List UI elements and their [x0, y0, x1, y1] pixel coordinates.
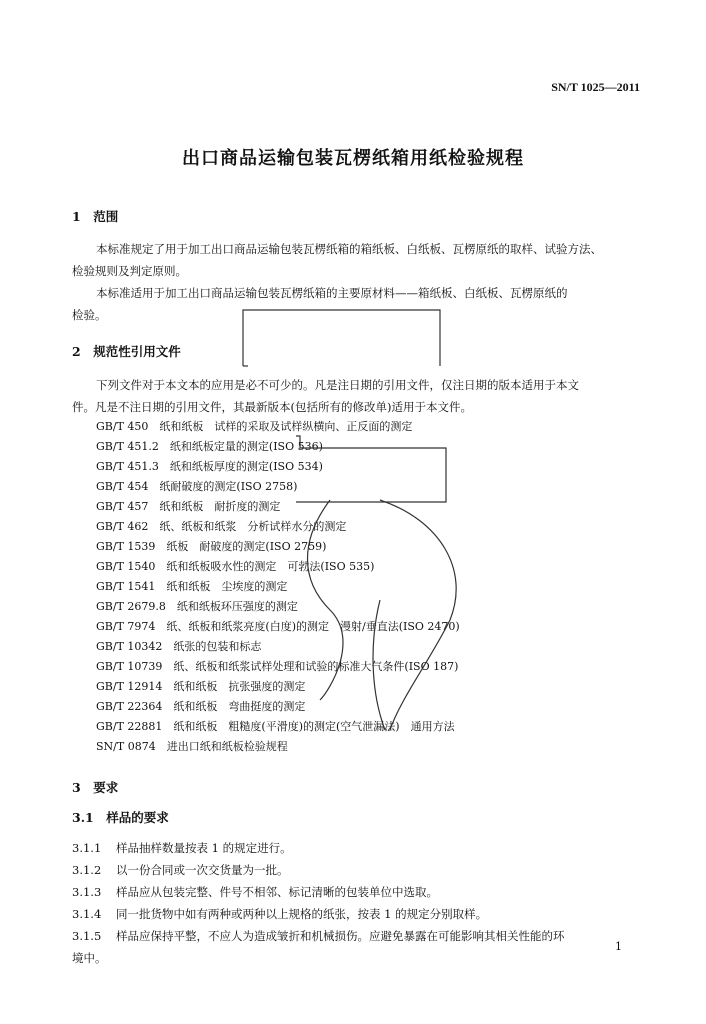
clause-text: 样品抽样数量按表 1 的规定进行。: [116, 841, 292, 855]
scribble-box-mid: [296, 436, 446, 502]
reference-item: GB/T 457 纸和纸板 耐折度的测定: [96, 500, 281, 513]
page-number: 1: [615, 940, 622, 953]
clause-text: 同一批货物中如有两种或两种以上规格的纸张，按表 1 的规定分别取样。: [116, 907, 488, 921]
reference-item: GB/T 1540 纸和纸板吸水性的测定 可勃法(ISO 535): [96, 560, 375, 573]
section-1-para-1-line-1: 本标准规定了用于加工出口商品运输包装瓦楞纸箱的箱纸板、白纸板、瓦楞原纸的取样、试验方法、: [96, 242, 602, 256]
reference-item: GB/T 22364 纸和纸板 弯曲挺度的测定: [96, 700, 306, 713]
section-1-para-2-line-1: 本标准适用于加工出口商品运输包装瓦楞纸箱的主要原材料——箱纸板、白纸板、瓦楞原纸的: [96, 286, 568, 300]
clause-continuation: 境中。: [72, 951, 107, 965]
section-3-1-heading: 3.1 样品的要求: [72, 810, 169, 825]
reference-item: SN/T 0874 进出口纸和纸板检验规程: [96, 740, 288, 753]
reference-item: GB/T 12914 纸和纸板 抗张强度的测定: [96, 680, 306, 693]
standard-number: SN/T 1025—2011: [551, 80, 640, 94]
section-1-heading: 1 范围: [72, 209, 119, 224]
section-2-intro-line-2: 件。凡是不注日期的引用文件，其最新版本(包括所有的修改单)适用于本文件。: [72, 400, 472, 414]
section-2-heading: 2 规范性引用文件: [72, 344, 181, 359]
document-title: 出口商品运输包装瓦楞纸箱用纸检验规程: [182, 148, 524, 169]
reference-item: GB/T 7974 纸、纸板和纸浆亮度(白度)的测定 漫射/垂直法(ISO 2470): [96, 620, 460, 633]
clause-text: 样品应从包装完整、件号不相邻、标记清晰的包装单位中选取。: [116, 885, 438, 899]
clause-number: 3.1.2: [72, 863, 102, 877]
section-1-para-2-line-2: 检验。: [72, 308, 107, 322]
clause-number: 3.1.1: [72, 841, 102, 855]
reference-item: GB/T 451.3 纸和纸板厚度的测定(ISO 534): [96, 460, 323, 473]
section-2-intro-line-1: 下列文件对于本文本的应用是必不可少的。凡是注日期的引用文件，仅注日期的版本适用于本文: [96, 378, 579, 392]
reference-item: GB/T 10739 纸、纸板和纸浆试样处理和试验的标准大气条件(ISO 187): [96, 660, 459, 673]
scribble-right-stroke: [380, 500, 456, 730]
reference-item: GB/T 22881 纸和纸板 粗糙度(平滑度)的测定(空气泄漏法) 通用方法: [96, 720, 455, 733]
reference-item: GB/T 10342 纸张的包装和标志: [96, 640, 262, 653]
scribble-center-stroke: [373, 600, 385, 730]
scribble-left-stroke: [308, 500, 343, 700]
reference-item: GB/T 1541 纸和纸板 尘埃度的测定: [96, 580, 288, 593]
scribble-box-top: [243, 310, 440, 366]
clause-number: 3.1.3: [72, 885, 102, 899]
clause-text: 以一份合同或一次交货量为一批。: [116, 863, 289, 877]
clause-number: 3.1.4: [72, 907, 102, 921]
clause-text: 样品应保持平整，不应人为造成皱折和机械损伤。应避免暴露在可能影响其相关性能的环: [116, 929, 565, 943]
reference-item: GB/T 1539 纸板 耐破度的测定(ISO 2759): [96, 540, 327, 553]
reference-item: GB/T 462 纸、纸板和纸浆 分析试样水分的测定: [96, 520, 347, 533]
reference-item: GB/T 454 纸耐破度的测定(ISO 2758): [96, 480, 298, 493]
section-3-heading: 3 要求: [72, 780, 119, 795]
clause-number: 3.1.5: [72, 929, 102, 943]
reference-item: GB/T 450 纸和纸板 试样的采取及试样纵横向、正反面的测定: [96, 420, 413, 433]
section-1-para-1-line-2: 检验规则及判定原则。: [72, 264, 187, 278]
reference-item: GB/T 2679.8 纸和纸板环压强度的测定: [96, 600, 298, 613]
reference-item: GB/T 451.2 纸和纸板定量的测定(ISO 536): [96, 440, 323, 453]
